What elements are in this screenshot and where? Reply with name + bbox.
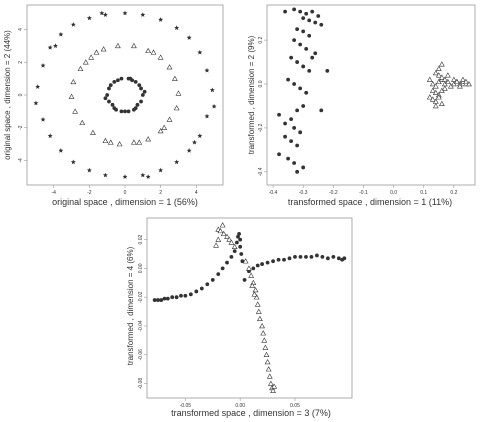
filled-point	[225, 261, 229, 265]
plot-frame	[27, 5, 223, 185]
triangle-point	[252, 292, 257, 296]
triangle-point	[255, 302, 260, 306]
star-point	[204, 114, 209, 119]
triangle-point	[427, 95, 432, 99]
star-point	[123, 174, 128, 179]
filled-point	[256, 264, 260, 268]
star-point	[158, 168, 163, 173]
star-point	[33, 101, 38, 106]
filled-point	[289, 139, 293, 143]
y-tick-label: 2	[18, 60, 24, 64]
triangle-point	[247, 266, 252, 270]
filled-point	[137, 83, 141, 87]
triangle-point	[214, 243, 219, 247]
filled-point	[109, 83, 113, 87]
x-tick-label: -0.3	[298, 190, 308, 196]
x-axis-label: transformed space , dimension = 1 (11%)	[287, 197, 453, 207]
filled-point	[159, 298, 163, 302]
filled-point	[342, 256, 346, 260]
filled-point	[128, 77, 132, 81]
star-point	[48, 45, 53, 50]
triangle-point	[146, 48, 151, 52]
filled-point	[205, 282, 209, 286]
filled-point	[251, 267, 255, 271]
y-tick-label: -0.02	[138, 291, 144, 303]
triangle-point	[264, 352, 269, 356]
filled-point	[166, 297, 170, 301]
star-point	[204, 68, 209, 73]
triangle-point	[439, 62, 444, 66]
filled-point	[211, 278, 215, 282]
data-marks	[153, 223, 346, 393]
star-point	[99, 11, 104, 16]
triangle-point	[176, 91, 181, 95]
star-point	[146, 174, 151, 179]
triangle-point	[108, 140, 113, 144]
triangle-point	[167, 65, 172, 69]
star-point	[41, 117, 46, 122]
y-tick-label: -0.4	[258, 167, 264, 177]
x-tick-label: -0.4	[268, 190, 278, 196]
filled-point	[156, 298, 160, 302]
star-point	[87, 168, 92, 173]
filled-point	[194, 290, 198, 294]
x-tick-label: -0.05	[179, 403, 192, 409]
filled-point	[304, 255, 308, 259]
filled-point	[289, 56, 293, 60]
star-point	[187, 35, 192, 40]
filled-point	[127, 109, 131, 113]
filled-point	[286, 78, 290, 82]
filled-point	[120, 109, 124, 113]
filled-point	[319, 23, 323, 27]
triangle-point	[445, 73, 450, 77]
triangle-point	[132, 140, 137, 144]
y-tick-label: -0.04	[138, 320, 144, 332]
star-point	[48, 133, 53, 138]
triangle-point	[268, 381, 273, 385]
triangle-point	[158, 55, 163, 59]
filled-point	[301, 16, 305, 20]
filled-point	[243, 278, 247, 282]
filled-point	[301, 104, 305, 108]
triangle-point	[172, 76, 177, 80]
star-point	[197, 50, 202, 55]
triangle-point	[73, 109, 78, 113]
star-point	[140, 12, 145, 17]
filled-point	[292, 38, 296, 42]
filled-point	[163, 297, 167, 301]
triangle-point	[216, 237, 221, 241]
filled-point	[295, 170, 299, 174]
filled-point	[175, 295, 179, 299]
filled-point	[107, 100, 111, 104]
filled-point	[310, 10, 314, 14]
y-axis-ticks	[18, 28, 27, 163]
filled-point	[136, 103, 140, 107]
filled-point	[295, 108, 299, 112]
y-tick-label: -2	[18, 125, 24, 130]
filled-point	[230, 255, 234, 259]
x-tick-label: 0.1	[420, 190, 428, 196]
star-point	[187, 148, 192, 153]
filled-point	[319, 108, 323, 112]
star-point	[71, 22, 76, 27]
filled-point	[286, 157, 290, 161]
filled-point	[233, 249, 237, 253]
filled-point	[298, 10, 302, 14]
filled-point	[221, 267, 225, 271]
star-point	[87, 15, 92, 20]
filled-point	[292, 7, 296, 11]
filled-point	[237, 232, 241, 236]
filled-point	[111, 103, 115, 107]
triangle-point	[232, 244, 237, 248]
triangle-point	[436, 66, 441, 70]
triangle-point	[89, 55, 94, 59]
filled-point	[331, 255, 335, 259]
filled-point	[301, 166, 305, 170]
y-tick-label: 0	[18, 93, 24, 97]
y-axis-label: transformed , dimension = 2 (9%)	[247, 35, 256, 155]
x-axis-ticks	[269, 185, 458, 196]
x-tick-label: 0.00	[235, 403, 246, 409]
y-tick-label: -0.06	[138, 349, 144, 361]
star-point	[212, 104, 217, 109]
filled-point	[238, 238, 242, 242]
triangle-point	[427, 77, 432, 81]
triangle-point	[266, 367, 271, 371]
triangle-point	[101, 47, 106, 51]
filled-point	[313, 51, 317, 55]
filled-point	[189, 292, 193, 296]
y-axis-label: original space , dimension = 2 (44%)	[3, 30, 12, 160]
scatter-panel-original	[3, 5, 223, 207]
filled-point	[298, 130, 302, 134]
filled-point	[277, 258, 281, 262]
y-tick-label: 0.00	[138, 263, 144, 274]
triangle-point	[91, 130, 96, 134]
scatter-panel-transformed-3-4	[126, 218, 352, 418]
triangle-point	[94, 50, 99, 54]
filled-point	[282, 258, 286, 262]
star-point	[174, 25, 179, 30]
filled-point	[112, 80, 116, 84]
x-tick-label: 0.0	[390, 190, 398, 196]
filled-point	[301, 65, 305, 69]
x-tick-label: -0.1	[359, 190, 368, 196]
triangle-point	[80, 120, 85, 124]
plot-frame	[267, 5, 475, 185]
y-tick-label: 0.02	[138, 234, 144, 245]
data-marks	[277, 7, 471, 173]
filled-point	[313, 21, 317, 25]
filled-point	[139, 100, 143, 104]
triangle-point	[103, 138, 108, 142]
y-axis-ticks	[258, 36, 267, 176]
filled-point	[304, 12, 308, 16]
y-tick-label: 4	[18, 28, 24, 31]
filled-point	[326, 256, 330, 260]
star-point	[158, 17, 163, 22]
y-tick-label: -4	[18, 158, 24, 163]
y-tick-label: 0.2	[258, 36, 264, 44]
triangle-point	[162, 125, 167, 129]
x-tick-label: 0	[123, 190, 127, 196]
filled-point	[292, 126, 296, 130]
triangle-point	[430, 82, 435, 86]
filled-point	[141, 93, 145, 97]
filled-point	[307, 18, 311, 22]
filled-point	[304, 91, 308, 95]
filled-point	[277, 113, 281, 117]
filled-point	[292, 82, 296, 86]
filled-point	[153, 298, 157, 302]
triangle-point	[220, 223, 225, 227]
y-axis-ticks	[138, 235, 147, 390]
filled-point	[105, 93, 109, 97]
filled-point	[310, 56, 314, 60]
filled-point	[120, 77, 124, 81]
triangle-point	[151, 50, 156, 54]
triangle-point	[461, 77, 466, 81]
filled-point	[283, 135, 287, 139]
filled-point	[283, 10, 287, 14]
filled-point	[307, 69, 311, 73]
filled-point	[132, 108, 136, 112]
filled-point	[288, 256, 292, 260]
triangle-point	[261, 331, 266, 335]
triangle-point	[430, 88, 435, 92]
filled-point	[238, 245, 242, 249]
triangle-point	[146, 137, 151, 141]
filled-point	[139, 87, 143, 91]
x-axis-label: transformed space , dimension = 3 (7%)	[171, 408, 331, 418]
filled-point	[301, 29, 305, 33]
star-point	[123, 11, 128, 16]
triangle-point	[249, 273, 254, 277]
filled-point	[310, 255, 314, 259]
star-point	[210, 87, 215, 92]
x-axis-ticks	[52, 185, 198, 196]
filled-point	[143, 90, 147, 94]
triangle-point	[253, 288, 258, 292]
triangle-point	[267, 374, 272, 378]
filled-point	[298, 43, 302, 47]
star-point	[140, 173, 145, 178]
filled-point	[235, 241, 239, 245]
star-point	[71, 159, 76, 164]
x-tick-label: -0.2	[329, 190, 338, 196]
triangle-point	[115, 44, 120, 48]
triangle-point	[439, 101, 444, 105]
filled-point	[200, 287, 204, 291]
triangle-point	[262, 338, 267, 342]
filled-point	[295, 144, 299, 148]
filled-point	[107, 87, 111, 91]
triangle-point	[137, 140, 142, 144]
y-tick-label: 0.0	[258, 80, 264, 88]
star-point	[197, 133, 202, 138]
filled-point	[123, 109, 127, 113]
triangle-point	[433, 104, 438, 108]
triangle-point	[167, 117, 172, 121]
star-point	[53, 43, 58, 48]
x-tick-label: 0.2	[450, 190, 458, 196]
triangle-point	[83, 60, 88, 64]
triangle-point	[265, 360, 270, 364]
filled-point	[321, 255, 325, 259]
triangle-point	[78, 66, 83, 70]
data-marks	[33, 11, 216, 179]
star-point	[41, 63, 46, 68]
filled-point	[116, 78, 120, 82]
scatter-panel-transformed-1-2	[247, 5, 475, 207]
filled-point	[289, 117, 293, 121]
star-point	[35, 84, 40, 89]
filled-point	[325, 69, 329, 73]
y-tick-label: -0.2	[258, 123, 264, 133]
x-tick-label: 0.05	[290, 403, 300, 409]
filled-point	[316, 14, 320, 18]
filled-point	[293, 255, 297, 259]
filled-point	[283, 122, 287, 126]
triangle-point	[117, 142, 122, 146]
triangle-point	[452, 77, 457, 81]
filled-point	[239, 252, 243, 256]
filled-point	[277, 152, 281, 156]
filled-point	[299, 255, 303, 259]
triangle-point	[263, 345, 268, 349]
filled-point	[183, 294, 187, 298]
filled-point	[114, 108, 118, 112]
star-point	[192, 140, 197, 145]
filled-point	[271, 259, 275, 263]
filled-point	[266, 261, 270, 265]
filled-point	[295, 60, 299, 64]
star-point	[103, 173, 108, 178]
triangle-point	[132, 44, 137, 48]
filled-point	[260, 262, 264, 266]
star-point	[58, 148, 63, 153]
triangle-point	[260, 324, 265, 328]
filled-point	[307, 34, 311, 38]
x-tick-label: -4	[51, 190, 56, 196]
triangle-point	[174, 106, 179, 110]
triangle-point	[433, 71, 438, 75]
filled-point	[315, 254, 319, 258]
triangle-point	[258, 316, 263, 320]
triangle-point	[71, 80, 76, 84]
star-point	[174, 159, 179, 164]
filled-point	[295, 27, 299, 31]
y-tick-label: -0.08	[138, 377, 144, 390]
filled-point	[134, 80, 138, 84]
star-point	[58, 32, 63, 37]
x-tick-label: 4	[194, 190, 198, 196]
x-tick-label: -2	[87, 190, 92, 196]
filled-point	[179, 294, 183, 298]
triangle-point	[69, 94, 74, 98]
filled-point	[104, 96, 108, 100]
y-axis-label: transformed , dimension = 4 (6%)	[126, 246, 135, 366]
triangle-point	[442, 86, 447, 90]
filled-point	[216, 272, 220, 276]
filled-point	[304, 47, 308, 51]
triangle-point	[256, 309, 261, 313]
x-tick-label: 2	[159, 190, 163, 196]
filled-point	[292, 161, 296, 165]
filled-point	[337, 256, 341, 260]
x-axis-label: original space , dimension = 1 (56%)	[52, 197, 198, 207]
filled-point	[298, 87, 302, 91]
plot-frame	[147, 218, 352, 398]
filled-point	[170, 295, 174, 299]
